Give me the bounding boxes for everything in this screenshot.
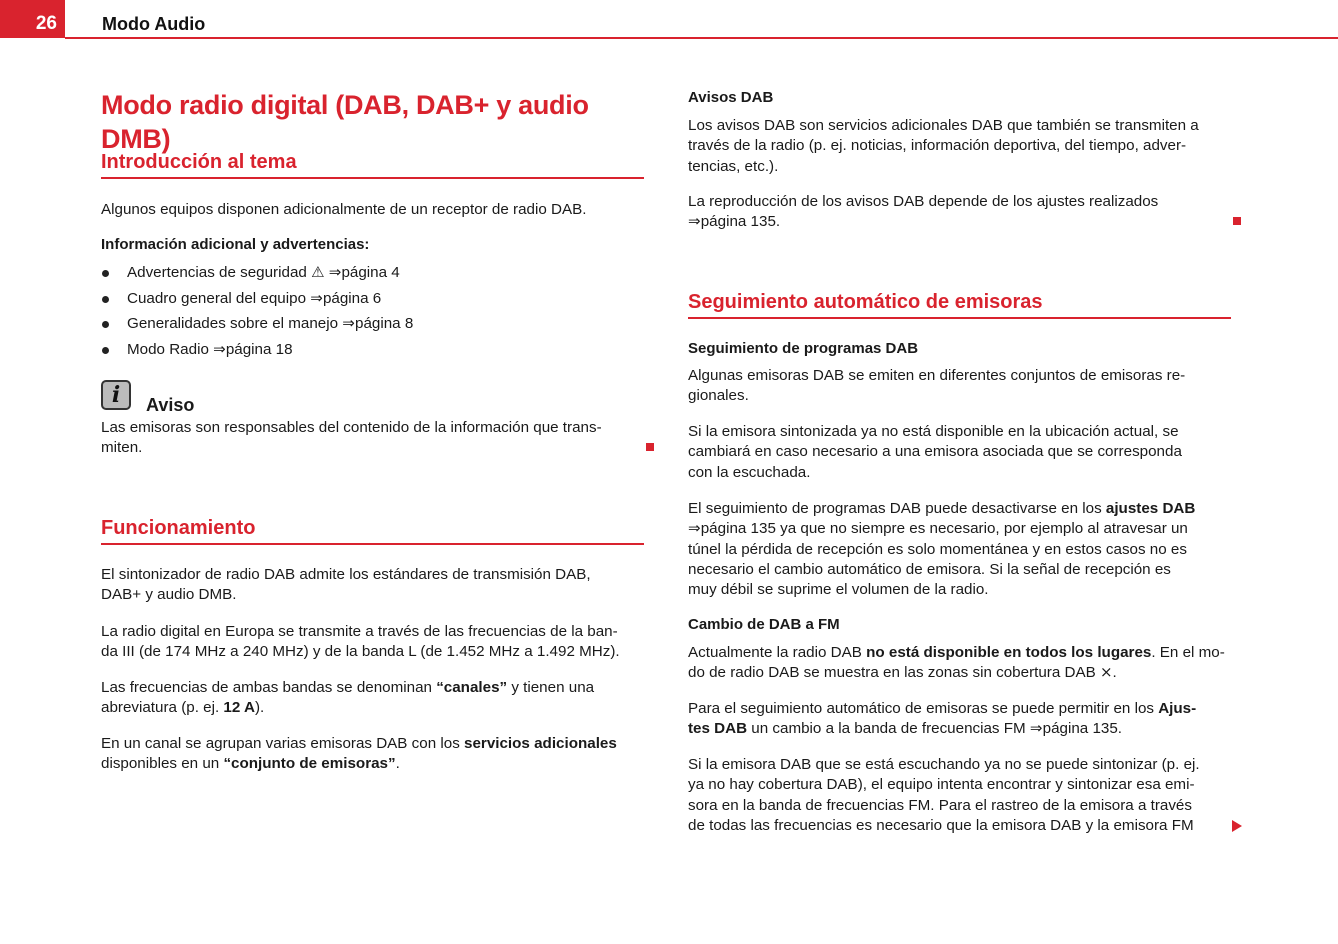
section-heading: [101, 150, 644, 179]
text: El sintonizador de radio DAB admite los estándares de transmisión DAB, DAB+ y audio DMB.: [101, 566, 591, 604]
paragraph: [101, 622, 646, 663]
subheading: [688, 615, 1233, 635]
text: Aviso: [146, 395, 195, 415]
text: .: [395, 755, 400, 773]
text: Los avisos DAB son servicios adicionales DAB que también se transmiten a través de la radio (p. ej. noticias, información deportiva, del tiempo, adver- tencias, etc.).: [688, 117, 1199, 175]
text: ).: [254, 699, 265, 717]
bold-text: “conjunto de emisoras”: [223, 755, 396, 773]
text: Cuadro general del equipo ⇒página 6: [127, 290, 382, 307]
paragraph: [101, 678, 646, 719]
text: .: [1112, 664, 1117, 682]
list-item: [101, 340, 672, 360]
bold-text: ajustes DAB: [1105, 500, 1196, 517]
text: Cambio de DAB a FM: [688, 616, 840, 633]
text: Advertencias de seguridad: [127, 264, 312, 281]
paragraph: [688, 116, 1233, 177]
text: Si la emisora sintonizada ya no está disponible en la ubicación actual, se cambiará en caso necesario a una emisora asociada que se corresponda con la escuchada.: [688, 423, 1182, 481]
list-item: [101, 314, 672, 334]
text: La radio digital en Europa se transmite a través de las frecuencias de la ban- da III (de 174 MHz a 240 MHz) y de la banda L (de 1.452 MHz a 1.492 MHz).: [101, 623, 620, 661]
bold-text: Ajus- tes DAB: [688, 700, 1197, 738]
text: Las frecuencias de ambas bandas se denominan: [101, 679, 437, 696]
bold-text: no está disponible en todos los lugares: [866, 644, 1152, 661]
text: El seguimiento de programas DAB puede desactivarse en los: [688, 500, 1106, 517]
paragraph: [688, 366, 1233, 407]
list-item: [101, 289, 672, 309]
no-signal-icon: ⨯: [1099, 664, 1113, 682]
note-title: [101, 382, 691, 418]
text: ⇒página 4: [324, 264, 400, 281]
bold-text: servicios adicionales: [464, 735, 617, 752]
text: Introducción al tema: [101, 151, 297, 173]
text: un cambio a la banda de frecuencias FM ⇒página 135.: [747, 720, 1123, 738]
text: En un canal se agrupan varias emisoras DAB con los: [101, 735, 465, 752]
paragraph: [688, 192, 1233, 233]
page-heading: [101, 88, 646, 156]
text: Actualmente la radio DAB: [688, 644, 867, 661]
info-icon: i: [101, 380, 131, 410]
section-heading: [688, 290, 1231, 319]
text: ⇒página 135 ya que no siempre es necesario, por ejemplo al atravesar un túnel la pérdida de recepción es solo momentánea y en estos casos no es necesario el cambio automático de emisora. Si la señal de recepción es muy débil se suprime el volumen de la radio.: [688, 520, 1188, 599]
bold-text: 12 A: [223, 699, 255, 717]
text: disponibles en un: [101, 755, 220, 773]
paragraph: [688, 699, 1233, 740]
text: . En el mo- do de radio DAB se muestra en las zonas sin cobertura DAB: [688, 644, 1225, 682]
warning-icon: ⚠: [311, 264, 325, 281]
paragraph: [101, 200, 646, 220]
text: Modo Radio ⇒página 18: [127, 341, 293, 358]
header-divider: [65, 37, 1338, 39]
paragraph: [688, 499, 1233, 600]
text: Seguimiento automático de emisoras: [688, 291, 1043, 313]
text: Algunas emisoras DAB se emiten en diferentes conjuntos de emisoras re- gionales.: [688, 367, 1186, 405]
page-number: 26: [0, 0, 65, 38]
section-end-marker: [1233, 217, 1241, 225]
subheading: [688, 339, 1233, 359]
bold-text: “canales”: [436, 679, 508, 696]
text: Generalidades sobre el manejo ⇒página 8: [127, 315, 414, 332]
text: Avisos DAB: [688, 89, 774, 106]
paragraph: [101, 734, 646, 775]
paragraph: [688, 755, 1233, 836]
section-end-marker: [646, 443, 654, 451]
paragraph: [688, 643, 1233, 684]
paragraph: [101, 565, 646, 606]
text: Seguimiento de programas DAB: [688, 340, 919, 357]
section-title: Modo Audio: [102, 14, 206, 34]
subheading: [101, 235, 646, 255]
text: Si la emisora DAB que se está escuchando ya no se puede sintonizar (p. ej. ya no hay cobertura DAB), el equipo intenta encontrar y sintonizar esa emi- sora en la banda de frecuencias FM. Para el rastreo de la emisora a través de todas las frecuencias es necesario que la emisora DAB y la emisora FM: [688, 756, 1200, 834]
text: Información adicional y advertencias:: [101, 236, 370, 253]
text: Algunos equipos disponen adicionalmente de un receptor de radio DAB.: [101, 201, 587, 218]
text: La reproducción de los avisos DAB depende de los ajustes realizados ⇒página 135.: [688, 193, 1159, 231]
text: y tienen una abreviatura (p. ej.: [101, 679, 595, 717]
text: Funcionamiento: [101, 517, 256, 539]
paragraph: [688, 422, 1233, 483]
text: Para el seguimiento automático de emisoras se puede permitir en los: [688, 700, 1159, 717]
continue-arrow-icon: [1232, 820, 1242, 832]
list-item: [101, 263, 672, 283]
section-heading: [101, 516, 644, 545]
paragraph: [101, 418, 646, 459]
text: Modo radio digital (DAB, DAB+ y audio DMB): [101, 90, 589, 154]
text: Las emisoras son responsables del contenido de la información que trans- miten.: [101, 419, 602, 457]
subheading: [688, 88, 1233, 108]
